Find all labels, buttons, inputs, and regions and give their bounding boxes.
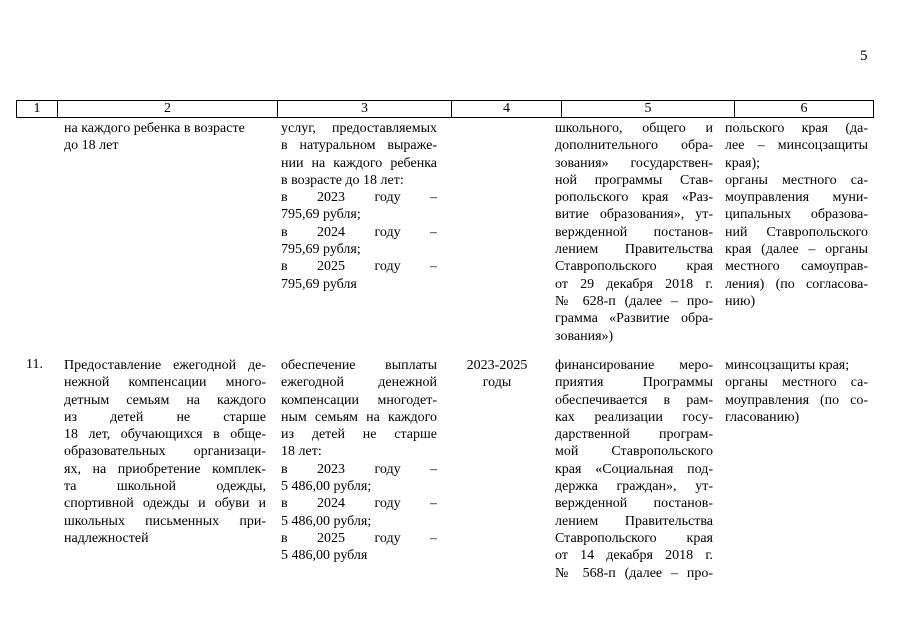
- text-line: надлежностей: [64, 530, 149, 546]
- text-line: ципальных образова-: [725, 207, 868, 223]
- text-line: ний Ставропольского: [725, 224, 868, 240]
- text-line: минсоцзащиты края;: [725, 358, 850, 373]
- text-line: моуправления муни-: [725, 190, 868, 206]
- text-line: нии на каждого ребенка: [281, 155, 437, 171]
- text-line: органы местного са-: [725, 375, 868, 391]
- text-line: мой Ставропольского: [555, 444, 713, 460]
- text-line: лее – минсоцзащиты: [725, 138, 868, 154]
- text-line: 5 486,00 рубля;: [281, 513, 372, 529]
- text-line: местного самоуправ-: [725, 259, 868, 275]
- text-line: вержденной постанов-: [555, 224, 713, 240]
- text-line: дополнительного обра-: [555, 138, 713, 154]
- text-line: ках реализации госу-: [555, 409, 713, 425]
- text-line: школьного, общего и: [555, 121, 713, 136]
- row-11-col3: [281, 357, 437, 565]
- text-line: в 2023 году –: [281, 461, 437, 477]
- page-number: 5: [860, 48, 868, 64]
- text-line: компенсации многодет-: [281, 392, 437, 408]
- text-line: детным семьям на каждого: [64, 392, 266, 408]
- text-line: польского края (да-: [725, 121, 868, 136]
- text-line: лением Правительства: [555, 513, 713, 529]
- text-line: от 29 декабря 2018 г.: [555, 276, 713, 292]
- text-line: зования» государствен-: [555, 155, 713, 171]
- row-11-col5: [555, 357, 713, 582]
- text-line: Предоставление ежегодной де-: [64, 358, 266, 373]
- text-line: органы местного са-: [725, 172, 868, 188]
- text-line: обеспечение выплаты: [281, 358, 437, 373]
- row-prev-col6: [725, 120, 868, 310]
- text-line: из детей не старше: [64, 409, 266, 425]
- text-line: дарственной програм-: [555, 427, 713, 443]
- text-line: та школьной одежды,: [64, 479, 266, 495]
- header-col-1: 1: [17, 101, 58, 117]
- text-line: в 2025 году –: [281, 259, 437, 275]
- text-line: 18 лет:: [281, 444, 322, 460]
- text-line: в возрасте до 18 лет:: [281, 172, 404, 188]
- text-line: нию): [725, 293, 756, 309]
- text-line: зования»): [555, 328, 614, 344]
- text-line: в 2025 году –: [281, 530, 437, 546]
- text-line: 2023-2025: [466, 358, 528, 373]
- text-line: края);: [725, 155, 761, 171]
- text-line: грамма «Развитие обра-: [555, 311, 713, 327]
- text-line: 5 486,00 рубля;: [281, 479, 372, 495]
- text-line: ях, на приобретение комплек-: [64, 461, 266, 477]
- text-line: образовательных организаци-: [64, 444, 266, 460]
- text-line: обеспечивается в рам-: [555, 392, 713, 408]
- text-line: финансирование меро-: [555, 358, 713, 373]
- text-line: спортивной одежды и обуви и: [64, 496, 266, 512]
- text-line: Ставропольского края: [555, 259, 713, 275]
- text-line: вержденной постанов-: [555, 496, 713, 512]
- row-prev-col5: [555, 120, 713, 345]
- text-line: школьных письменных при-: [64, 513, 266, 529]
- text-line: Ставропольского края: [555, 530, 713, 546]
- row-11-col4: [462, 357, 532, 392]
- text-line: в 2024 году –: [281, 496, 437, 512]
- text-line: годы: [482, 375, 512, 391]
- text-line: № 568-п (далее – про-: [555, 565, 713, 581]
- text-line: витие образования», ут-: [555, 207, 713, 223]
- text-line: № 628-п (далее – про-: [555, 293, 713, 309]
- text-line: нежной компенсации много-: [64, 375, 266, 391]
- header-col-5: 5: [562, 101, 735, 117]
- table-header-row: [16, 100, 874, 118]
- text-line: края (далее – органы: [725, 242, 868, 258]
- text-line: ным семьям на каждого: [281, 409, 437, 425]
- text-line: в натуральном выраже-: [281, 138, 437, 154]
- row-prev-col2: [64, 120, 266, 155]
- header-col-2: 2: [58, 101, 278, 117]
- text-line: в 2024 году –: [281, 224, 437, 240]
- text-line: из детей не старше: [281, 427, 437, 443]
- header-col-3: 3: [278, 101, 452, 117]
- row-number: 11.: [26, 357, 43, 372]
- text-line: от 14 декабря 2018 г.: [555, 548, 713, 564]
- row-prev-col3: [281, 120, 437, 293]
- text-line: в 2023 году –: [281, 190, 437, 206]
- text-line: края «Социальная под-: [555, 461, 713, 477]
- text-line: 795,69 рубля;: [281, 207, 361, 223]
- text-line: 5 486,00 рубля: [281, 548, 368, 564]
- row-11-col2: [64, 357, 266, 547]
- text-line: ежегодной денежной: [281, 375, 437, 391]
- text-line: 795,69 рубля;: [281, 242, 361, 258]
- text-line: моуправления (по со-: [725, 392, 868, 408]
- text-line: ропольского края «Раз-: [555, 190, 713, 206]
- row-11-col6: [725, 357, 868, 426]
- text-line: ления) (по согласова-: [725, 276, 868, 292]
- text-line: держка граждан», ут-: [555, 479, 713, 495]
- text-line: приятия Программы: [555, 375, 713, 391]
- text-line: ной программы Став-: [555, 172, 713, 188]
- text-line: 795,69 рубля: [281, 276, 357, 292]
- text-line: на каждого ребенка в возрасте: [64, 121, 245, 136]
- header-col-6: 6: [800, 101, 808, 116]
- text-line: гласованию): [725, 409, 800, 425]
- text-line: лением Правительства: [555, 242, 713, 258]
- text-line: 18 лет, обучающихся в обще-: [64, 427, 266, 443]
- text-line: до 18 лет: [64, 138, 119, 154]
- text-line: услуг, предоставляемых: [281, 121, 437, 136]
- header-col-4: 4: [452, 101, 562, 117]
